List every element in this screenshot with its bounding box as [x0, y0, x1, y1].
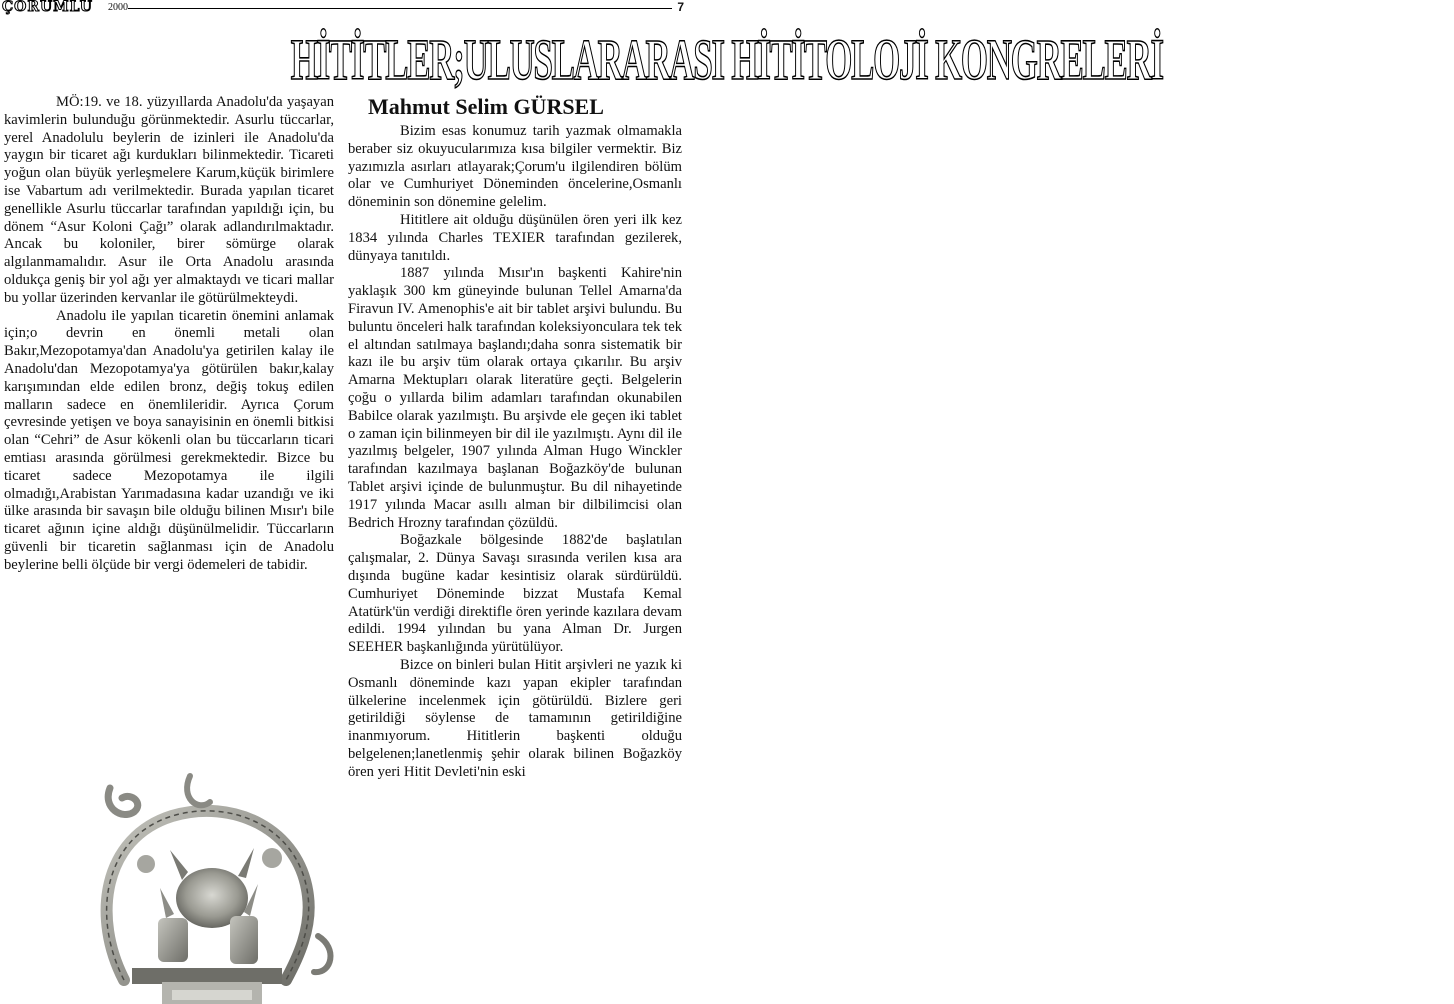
page-header — [0, 0, 686, 16]
paragraph: Hititlere ait olduğu düşünülen ören yeri ilk kez 1834 yılında Charles TEXIER tarafından gezilerek, dünyaya tanıtıldı. — [348, 211, 682, 264]
page-number: 7 — [677, 0, 684, 14]
header-rule — [128, 8, 672, 9]
article-headline-wrapper — [0, 18, 1163, 102]
masthead-year: 2000 — [108, 2, 128, 13]
paragraph: MÖ:19. ve 18. yüzyıllarda Anadolu'da yaşayan kavimlerin bulunduğu görünmektedir. Asurlu tüccarlar, yerel Anadolulu beylerin de izinleri ile Anadolu'da yaygın bir ticaret ağı kurdukları bilinmektedir. Ticareti yoğun olan büyük yerleşmelere Karum,küçük birimlere ise Vabartum adı verilmektedir. Burada yapılan ticaret genellikle Asurlu tüccarlar tarafından yapıldığı için, bu dönem “Asur Koloni Çağı” olarak adlandırılmaktadır. Ancak bu koloniler, birer sömürge olarak algılanmamalıdır. Asur ile Orta Anadolu arasında oldukça geniş bir yol ağı yer almaktaydı ve ticari mallar bu yollar üzerinden kervanlar ile götürülmekteydi. — [4, 94, 334, 306]
paragraph: Boğazkale bölgesinde 1882'de başlatılan çalışmalar, 2. Dünya Savaşı sırasında verilen kısa ara dışında bugüne kadar kesintisiz olarak sürdürüldü. Cumhuriyet Döneminde bizzat Mustafa Kemal Atatürk'ün verdiği direktifle ören yerinde kazılara devam edildi. 1994 yılından bu yana Alman Dr. Jurgen SEEHER başkanlığında yürütülüyor. — [348, 532, 682, 656]
article-headline: HİTİTLER;ULUSLARARASI HİTİTOLOJİ KONGRELERİ — [290, 27, 1163, 92]
paragraph: Bizce on binleri bulan Hitit arşivleri ne yazık ki Osmanlı döneminde kazı yapan ekipler tarafından ülkelerine incelenmek için götürüldü. Bizlere geri getirildiği söylense de tamamının getirildiğine inanmıyorum. Hititlerin başkenti olduğu belgelenen;lanetlenmiş şehir olarak bilinen Boğazköy ören yeri Hitit Devleti'nin eski — [348, 656, 682, 780]
hittite-bronze-standard-photo — [62, 768, 344, 1004]
paragraph: 1887 yılında Mısır'ın başkenti Kahire'nin yaklaşık 300 km güneyinde bulunan Tellel Amarna'da Firavun IV. Amenophis'e ait bir tablet arşivi bulundu. Bu buluntu önceleri halk tarafından koleksiyonculara tek tek el altından satılmaya başlandı;daha sonra sistematik bir kazı ile bu arşiv tüm olarak ortaya çıkarılır. Bu arşiv Amarna Mektupları olarak literatüre geçti. Belgelerin çoğu o yıllarda bilim adamları tarafından okunabilen Babilce olarak yazılmıştı. Bu arşivde ele geçen iki tablet o zaman için bilinmeyen bir dil ile yazılmıştı. Aynı dil ile yazılmış belgeler, 1907 yılında Alman Hugo Winckler tarafından kazılmaya başlanan Boğazköy'de bulunan Tablet arşivi içinde de bulunmuştur. Bu dil nihayetinde 1917 yılında Macar asıllı alman bir dilbilimcisi olan Bedrich Hrozny tarafından çözüldü. — [348, 265, 682, 531]
paragraph: Anadolu ile yapılan ticaretin önemini anlamak için;o devrin en önemli metali olan Bakır,Mezopotamya'dan Anadolu'ya getirilen kalay ile Anadolu'dan Mezopotamya'ya götürülen bakır,kalay karışımından elde edilen bronz, değiş tokuş edilen malların sadece en önemlileridir. Ayrıca Çorum çevresinde yetişen ve boya sanayisinin en önemli bitkisi olan “Cehri” de Asur kökenli olan bu tüccarların ticari emtiası arasında görülmesi gerekmektedir. Bizce bu ticaret sadece Mezopotamya ile ilgili olmadığı,Arabistan Yarımadasına kadar uzandığı ve iki ülke arasında bir savaşın bile olduğu bilinen Mısır'ı bile ticaret ağının içine aldığı düşünülmelidir. Tüccarların güvenli bir ticaretin sağlanması için de Anadolu beylerine belli ölçüde bir vergi ödemeleri de tabidir. — [4, 307, 334, 573]
right-column — [348, 123, 682, 781]
paragraph: Bizim esas konumuz tarih yazmak olmamakla beraber siz okuyucularımıza kısa bilgiler vermektir. Biz yazımızla asırları atlayarak;Çorum'u ilgilendiren bölüm olar ve Cumhuriyet Döneminden öncelerine,Osmanlı döneminin son dönemine gelelim. — [348, 123, 682, 211]
masthead-logo: ÇORUMLU — [2, 0, 93, 15]
article-author: Mahmut Selim GÜRSEL — [368, 94, 604, 119]
left-column — [4, 94, 334, 575]
